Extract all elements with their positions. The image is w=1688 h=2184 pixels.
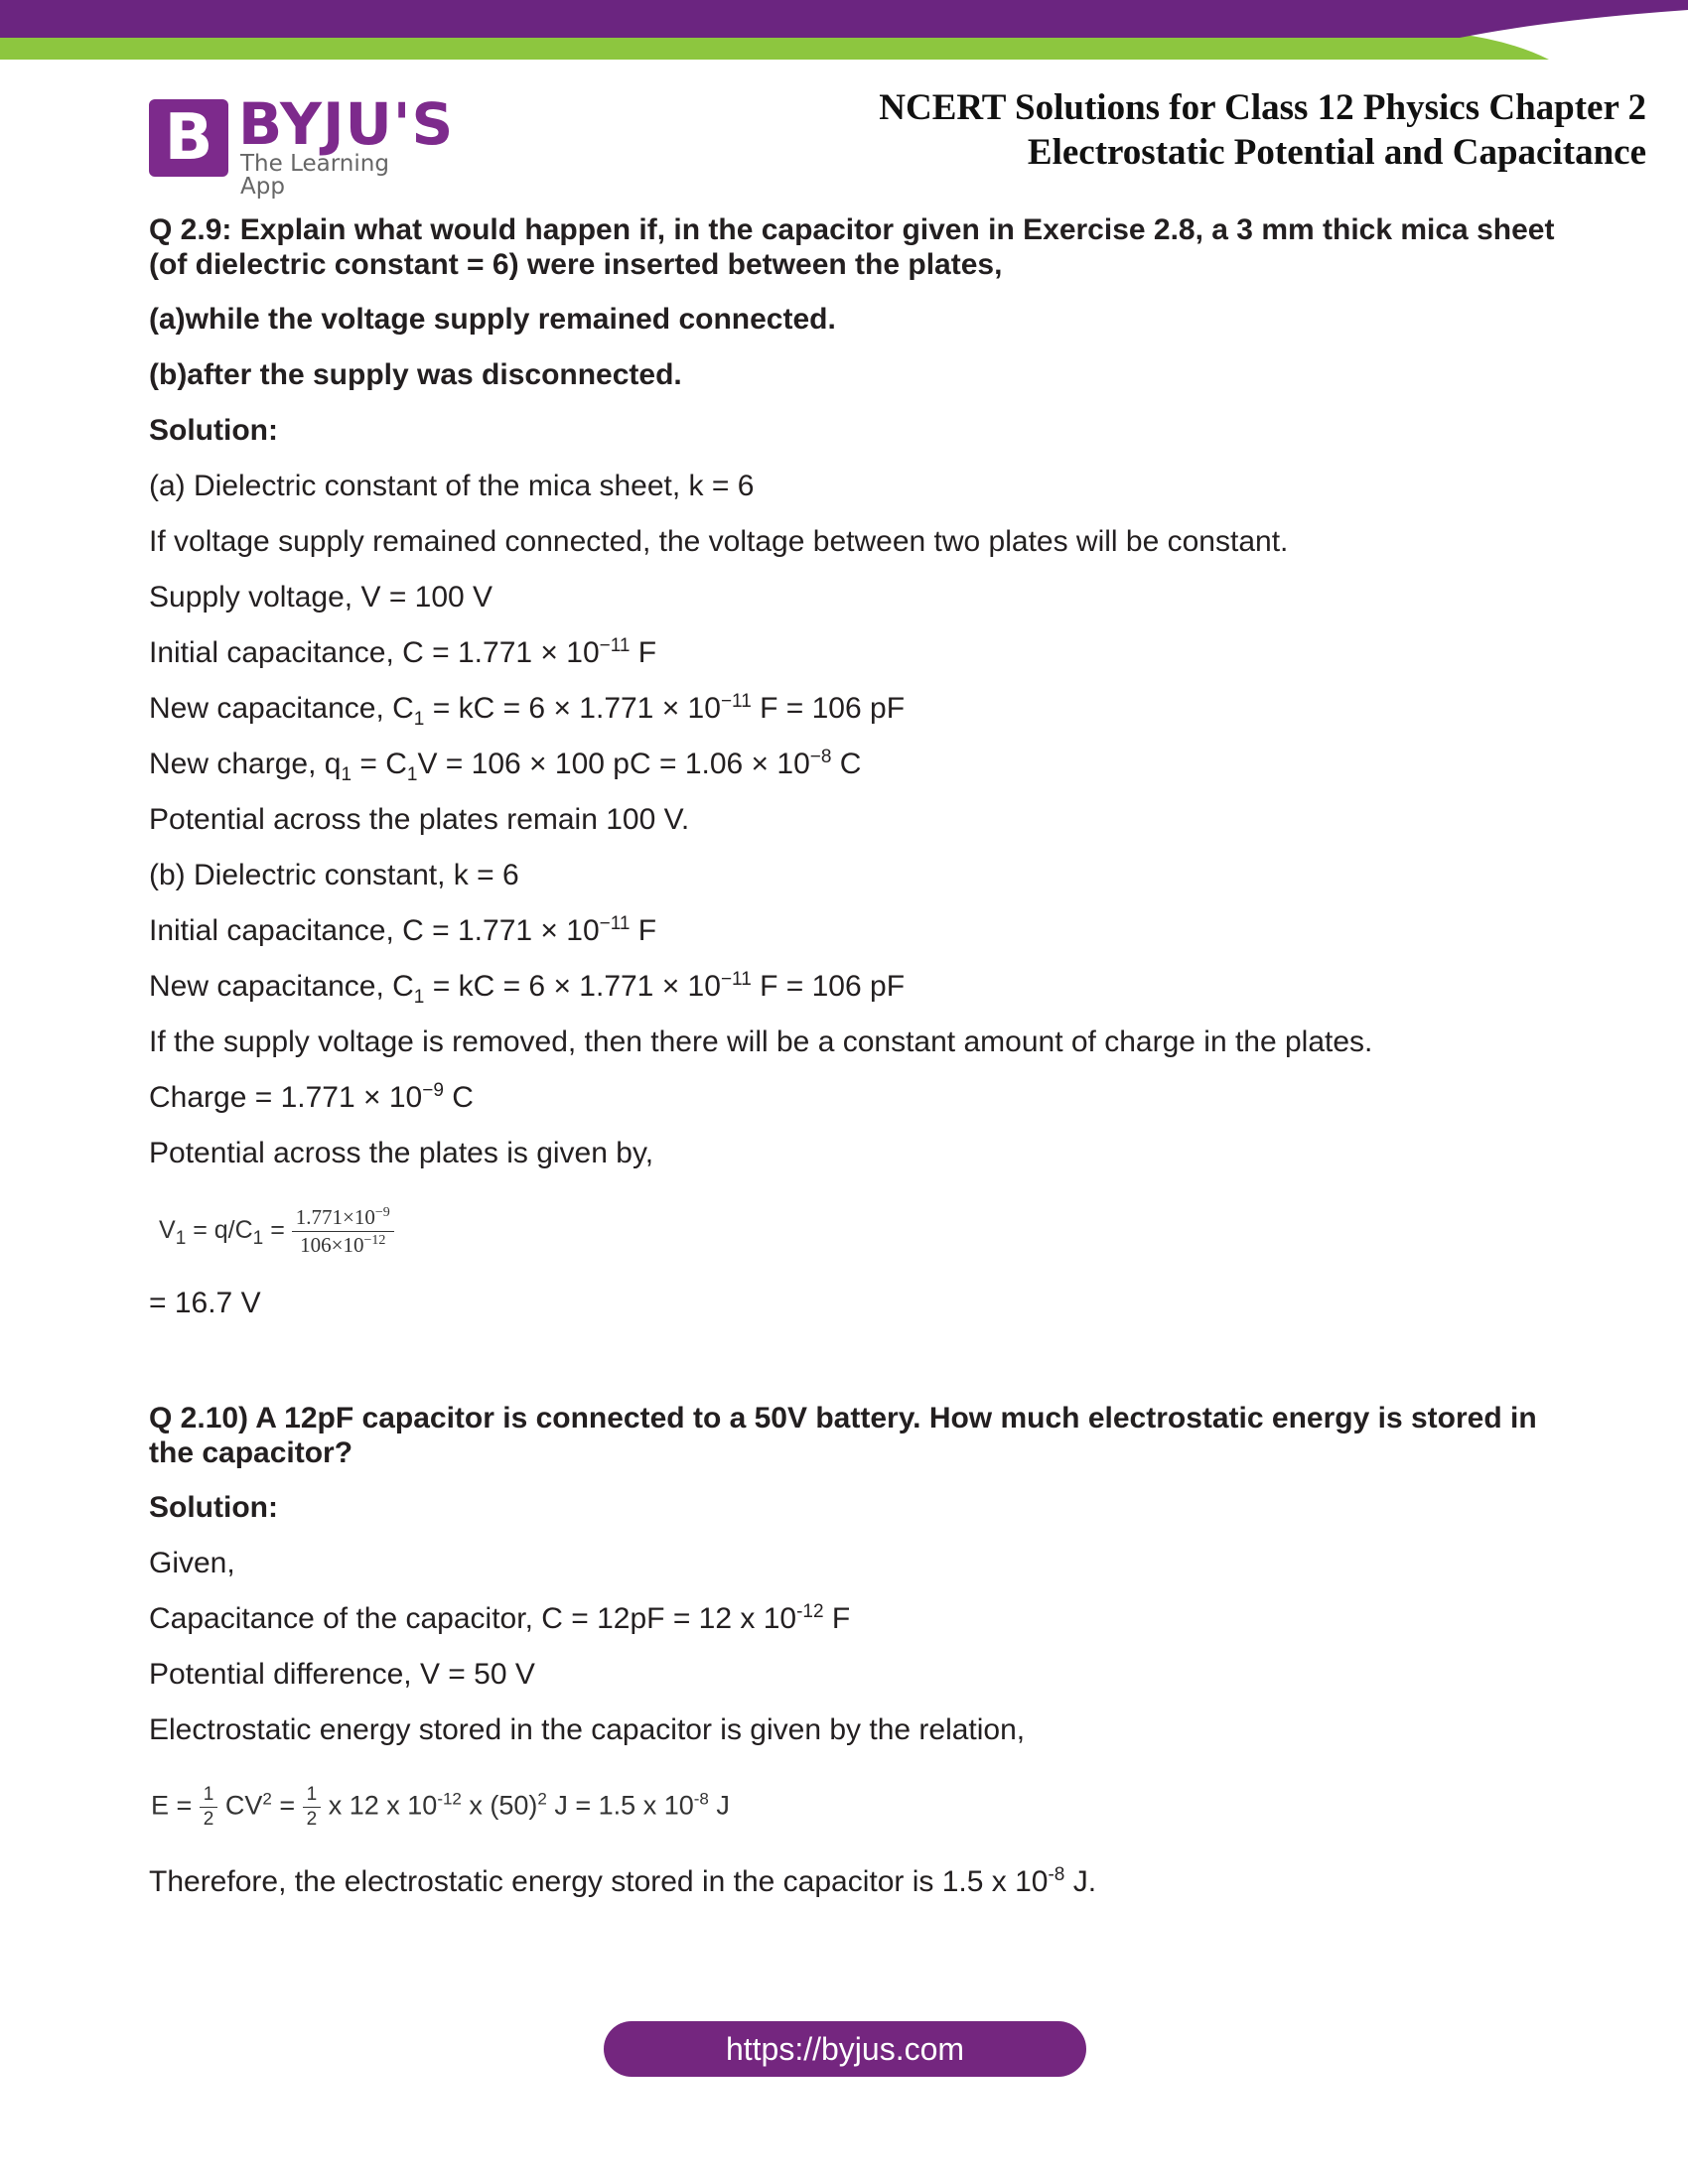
solution-line-new-charge: New charge, $q_1 = C_1V = 106 \times 100$ pC = $1.06 \times 10^{-8}$ C [149,747,862,785]
solution-line: Supply voltage, V = 100 V [149,581,493,614]
energy-equation: E = $\frac{1}{2}$ $CV^2$ = $\frac{1}{2}$ x 12 x $10^{-12}$ x $(50)^2$ J = 1.5 x $10^{-8}$ J [151,1784,730,1830]
solution-line: (a) Dielectric constant of the mica sheet, k = 6 [149,470,755,502]
solution-line-initial-capacitance: Initial capacitance, $C = 1.771 \times 10^{-11}$ F [149,635,657,669]
question-2-9: Q 2.9: Explain what would happen if, in the capacitor given in Exercise 2.8, a 3 mm thick mica sheet (of dielectric constant = 6) were inserted between the plates, [149,213,1555,281]
solution-line-charge: Charge = $1.771 \times 10^{-9}$ C [149,1080,474,1114]
solution-line: If the supply voltage is removed, then there will be a constant amount of charge in the plates. [149,1025,1373,1058]
solution-line-new-capacitance: New capacitance, $C_1$ = kC = $6 \times 1.771 \times 10^{-11}$ F = 106 pF [149,969,906,1008]
solution-line: Potential across the plates is given by, [149,1137,654,1169]
solution-label: Solution: [149,414,278,447]
logo-name: BYJU'S [238,90,455,158]
potential-fraction: $\frac{1.771\times 10^{-9}}{106\times 10^{-12}}$ [292,1205,394,1258]
solution-line: Electrostatic energy stored in the capacitor is given by the relation, [149,1713,1026,1746]
solution-line-initial-capacitance: Initial capacitance, $C = 1.771 \times 10^{-11}$ F [149,913,657,947]
top-banner [0,0,1688,60]
document-title [879,85,1646,175]
solution-line-capacitance: Capacitance of the capacitor, C = 12pF = 12 x $10^{-12}$ F [149,1601,851,1635]
solution-line-new-capacitance: New capacitance, $C_1$ = kC = $6 \times 1.771 \times 10^{-11}$ F = 106 pF [149,691,906,730]
solution-line: Given, [149,1547,235,1579]
page-content [149,212,1569,1920]
website-link[interactable]: https://byjus.com [604,2021,1086,2077]
solution-line: Potential across the plates remain 100 V. [149,803,690,836]
solution-line: (b) Dielectric constant, k = 6 [149,859,519,891]
energy-conclusion: Therefore, the electrostatic energy stored in the capacitor is 1.5 x $10^{-8}$ J. [149,1864,1097,1898]
title-line-1: NCERT Solutions for Class 12 Physics Chapter 2 [879,87,1646,128]
logo-tagline: The Learning App [240,151,389,200]
question-2-9-part-b: (b)after the supply was disconnected. [149,358,682,391]
logo-letter: B [164,101,213,175]
question-2-10: Q 2.10) A 12pF capacitor is connected to a 50V battery. How much electrostatic energy is stored in the capacitor? [149,1402,1537,1469]
half-fraction: $\frac{1}{2}$ [303,1784,322,1831]
potential-equation: $V_1 = q/C_1$ = $\frac{1.771\times 10^{-9}}{106\times 10^{-12}}$ [159,1205,1569,1258]
question-2-9-part-a: (a)while the voltage supply remained connected. [149,303,836,336]
potential-result: = 16.7 V [149,1287,261,1319]
byjus-logo [149,90,455,200]
solution-line: If voltage supply remained connected, the voltage between two plates will be constant. [149,525,1289,558]
banner-purple-band [0,0,1688,38]
solution-label: Solution: [149,1491,278,1524]
half-fraction: $\frac{1}{2}$ [200,1784,218,1831]
logo-mark [149,99,228,177]
solution-line: Potential difference, V = 50 V [149,1658,535,1691]
title-line-2: Electrostatic Potential and Capacitance [1027,132,1646,173]
